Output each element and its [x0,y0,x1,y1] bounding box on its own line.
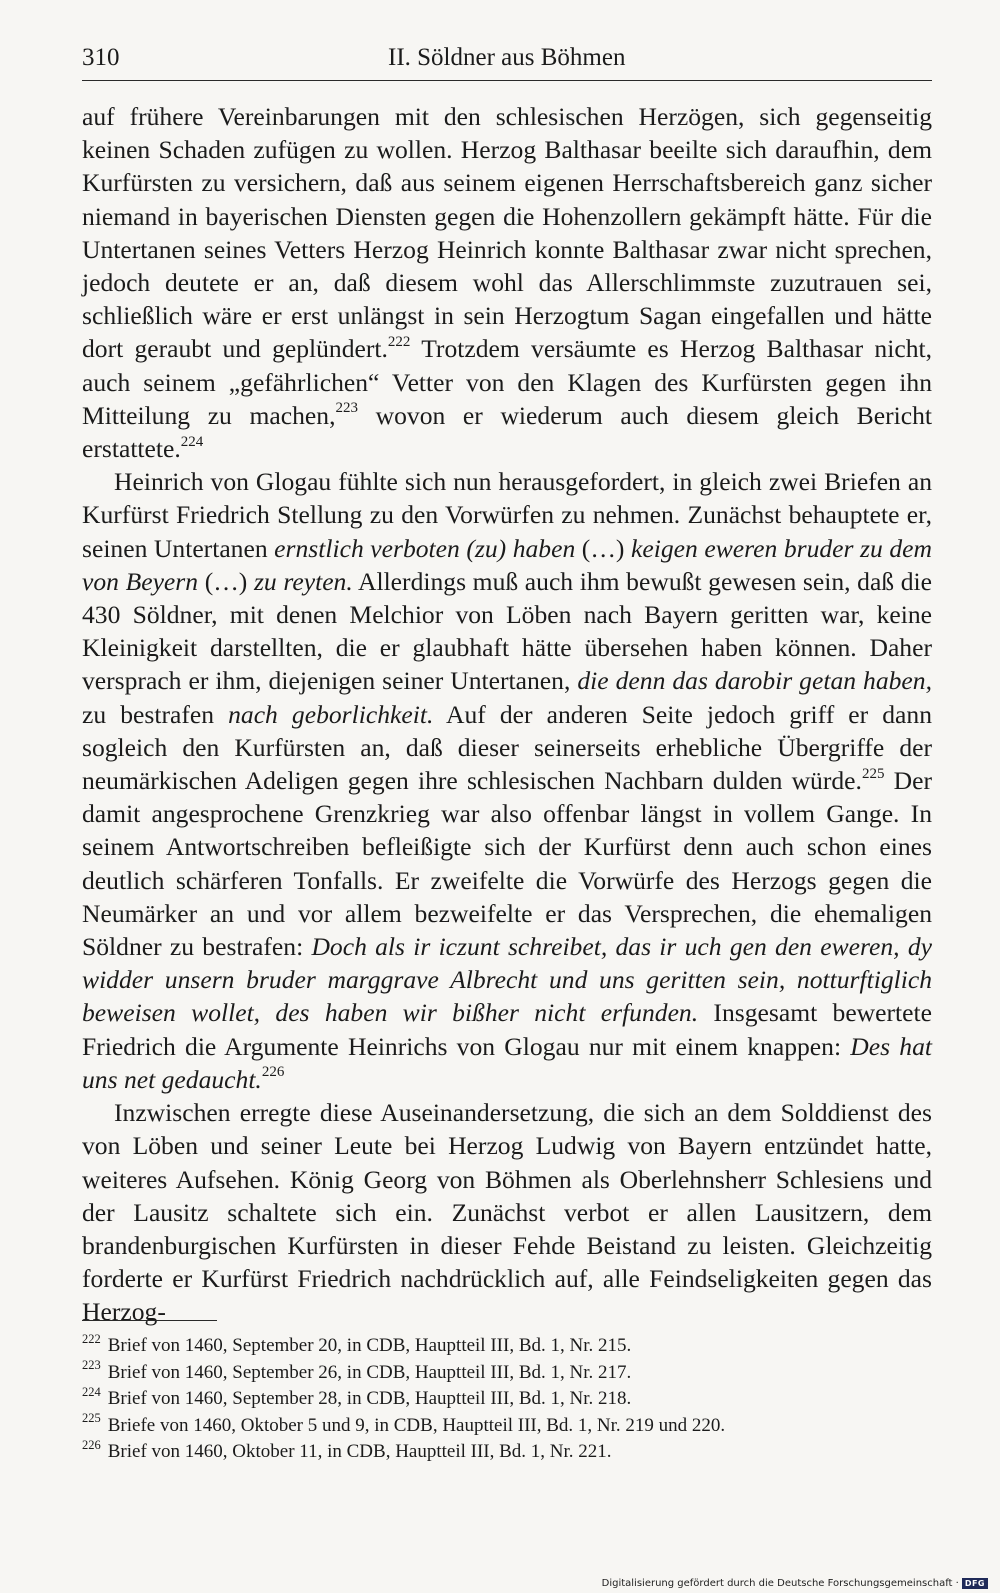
text-run: wovon er wiederum auch diesem gleich Bericht erstattete. [82,400,933,464]
quotation-italic: die denn das darobir getan haben, [577,666,932,696]
text-run: Allerdings muß auch ihm bewußt gewesen sein, daß die 430 Söldner, mit denen Melchior von Löben nach Bayern geritten war, keine Kleinigkeit darstellten, die er glaubhaft hätte übersehen haben können. Daher versprach er ihm, diejenigen seiner Untertanen, [82,566,933,696]
quotation-italic: keigen eweren bruder zu dem von Beyern [82,533,932,596]
page-number: 310 [82,44,120,71]
footnote-225 [82,1413,932,1440]
text-run: Auf der anderen Seite jedoch griff er dann sogleich den Kurfürsten an, daß dieser seinerseits erhebliche Übergriffe der neumärkischen Adeligen gegen ihre schlesischen Nachbarn dulden würde. [82,699,933,796]
footnote-223 [82,1360,932,1387]
quotation-italic: Des hat uns net gedaucht. [82,1031,932,1094]
digitization-notice-text: Digitalisierung gefördert durch die Deutsche Forschungsgemeinschaft · [601,1578,959,1589]
footnote-text: Brief von 1460, Oktober 11, in CDB, Hauptteil III, Bd. 1, Nr. 221. [107,1441,612,1462]
footnote-226 [82,1439,932,1466]
paragraph-1 [82,100,932,465]
footnote-text: Brief von 1460, September 20, in CDB, Hauptteil III, Bd. 1, Nr. 215. [107,1335,632,1356]
footnote-separator [82,1320,217,1321]
running-header [82,44,932,81]
main-text [82,100,932,1329]
text-run: zu bestrafen [82,699,229,729]
quotation-italic: Doch als ir iczunt schreibet, das ir uch gen den eweren, dy widder unsern bruder marggrave Albrecht und uns geritten sein, notturftiglich beweisen wollet, des haben wir bißher nicht erfunden. [82,932,932,1028]
paragraph-3: Inzwischen erregte diese Auseinandersetzung, die sich an dem Solddienst des von Löben und seiner Leute bei Herzog Ludwig von Bayern entzündet hatte, weiteres Aufsehen. König Georg von Böhmen als Oberlehnsherr Schlesiens und der Lausitz schaltete sich ein. Zunächst verbot er allen Lausitzern, dem brandenburgischen Kurfürsten in dieser Fehde Beistand zu leisten. Gleichzeitig forderte er Kurfürst Friedrich nachdrücklich auf, alle Feindseligkeiten gegen das Herzog- [82,1098,932,1327]
dfg-logo: DFG [962,1578,988,1589]
footnote-text: Brief von 1460, September 26, in CDB, Hauptteil III, Bd. 1, Nr. 217. [107,1361,632,1383]
footnote-text: Brief von 1460, September 28, in CDB, Hauptteil III, Bd. 1, Nr. 218. [107,1388,632,1409]
footnote-number: 224 [82,1384,101,1399]
footnote-ref-222[interactable]: 222 [387,333,411,350]
digitization-notice [602,1578,988,1589]
text-run: (…) [575,533,631,563]
footnote-ref-226[interactable]: 226 [261,1064,285,1081]
footnote-224 [82,1386,932,1413]
footnote-number: 223 [82,1358,101,1373]
quotation-italic: nach geborlichkeit. [228,699,434,729]
footnote-ref-224[interactable]: 224 [180,433,204,450]
footnote-number: 226 [82,1437,101,1452]
text-run: Der damit angesprochene Grenzkrieg war also offenbar längst in vollem Gange. In seinem Antwortschreiben befleißigte sich der Kurfürst denn auch schon eines deutlich schärferen Tonfalls. Er zweifelte die Vorwürfe des Herzogs gegen die Neumärker an und vor allem bezweifelte er das Versprechen, die ehemaligen Söldner zu bestrafen: [82,766,932,962]
text-run: Trotzdem versäumte es Herzog Balthasar nicht, auch seinem „gefährlichen“ Vetter von den Klagen des Kurfürsten gegen ihn Mitteilung zu machen, [82,334,932,430]
footnote-ref-225[interactable]: 225 [861,765,885,782]
footnote-number: 225 [82,1411,101,1426]
running-head-title: II. Söldner aus Böhmen [388,44,626,71]
footnote-number: 222 [82,1331,101,1346]
footnotes [82,1333,932,1466]
quotation-italic: zu reyten. [253,566,353,596]
text-run: Heinrich von Glogau fühlte sich nun herausgefordert, in gleich zwei Briefen an Kurfürst Friedrich Stellung zu den Vorwürfen zu nehmen. Zunächst behauptete er, seinen Untertanen [82,467,932,563]
footnote-ref-223[interactable]: 223 [335,400,358,417]
paragraph-2 [82,465,932,1096]
text-run: Insgesamt bewertete Friedrich die Argumente Heinrichs von Glogau nur mit einem knappen: [82,998,932,1061]
text-run: auf frühere Vereinbarungen mit den schlesischen Herzögen, sich gegenseitig keinen Schaden zufügen zu wollen. Herzog Balthasar beeilte sich daraufhin, dem Kurfürsten zu versichern, daß aus seinem eigenen Herrschaftsbereich ganz sicher niemand in bayerischen Diensten gegen die Hohenzollern gekämpft hätte. Für die Untertanen seines Vetters Herzog Heinrich konnte Balthasar zwar nicht sprechen, jedoch deutete er an, daß diesem wohl das Allerschlimmste zuzutrauen sei, schließlich wäre er erst unlängst in sein Herzogtum Sagan eingefallen und hätte dort geraubt und geplündert. [82,102,932,364]
footnote-222 [82,1333,932,1360]
quotation-italic: ernstlich verboten (zu) haben [274,533,576,563]
footnote-text: Briefe von 1460, Oktober 5 und 9, in CDB, Hauptteil III, Bd. 1, Nr. 219 und 220. [107,1414,726,1436]
text-run: (…) [198,566,254,596]
